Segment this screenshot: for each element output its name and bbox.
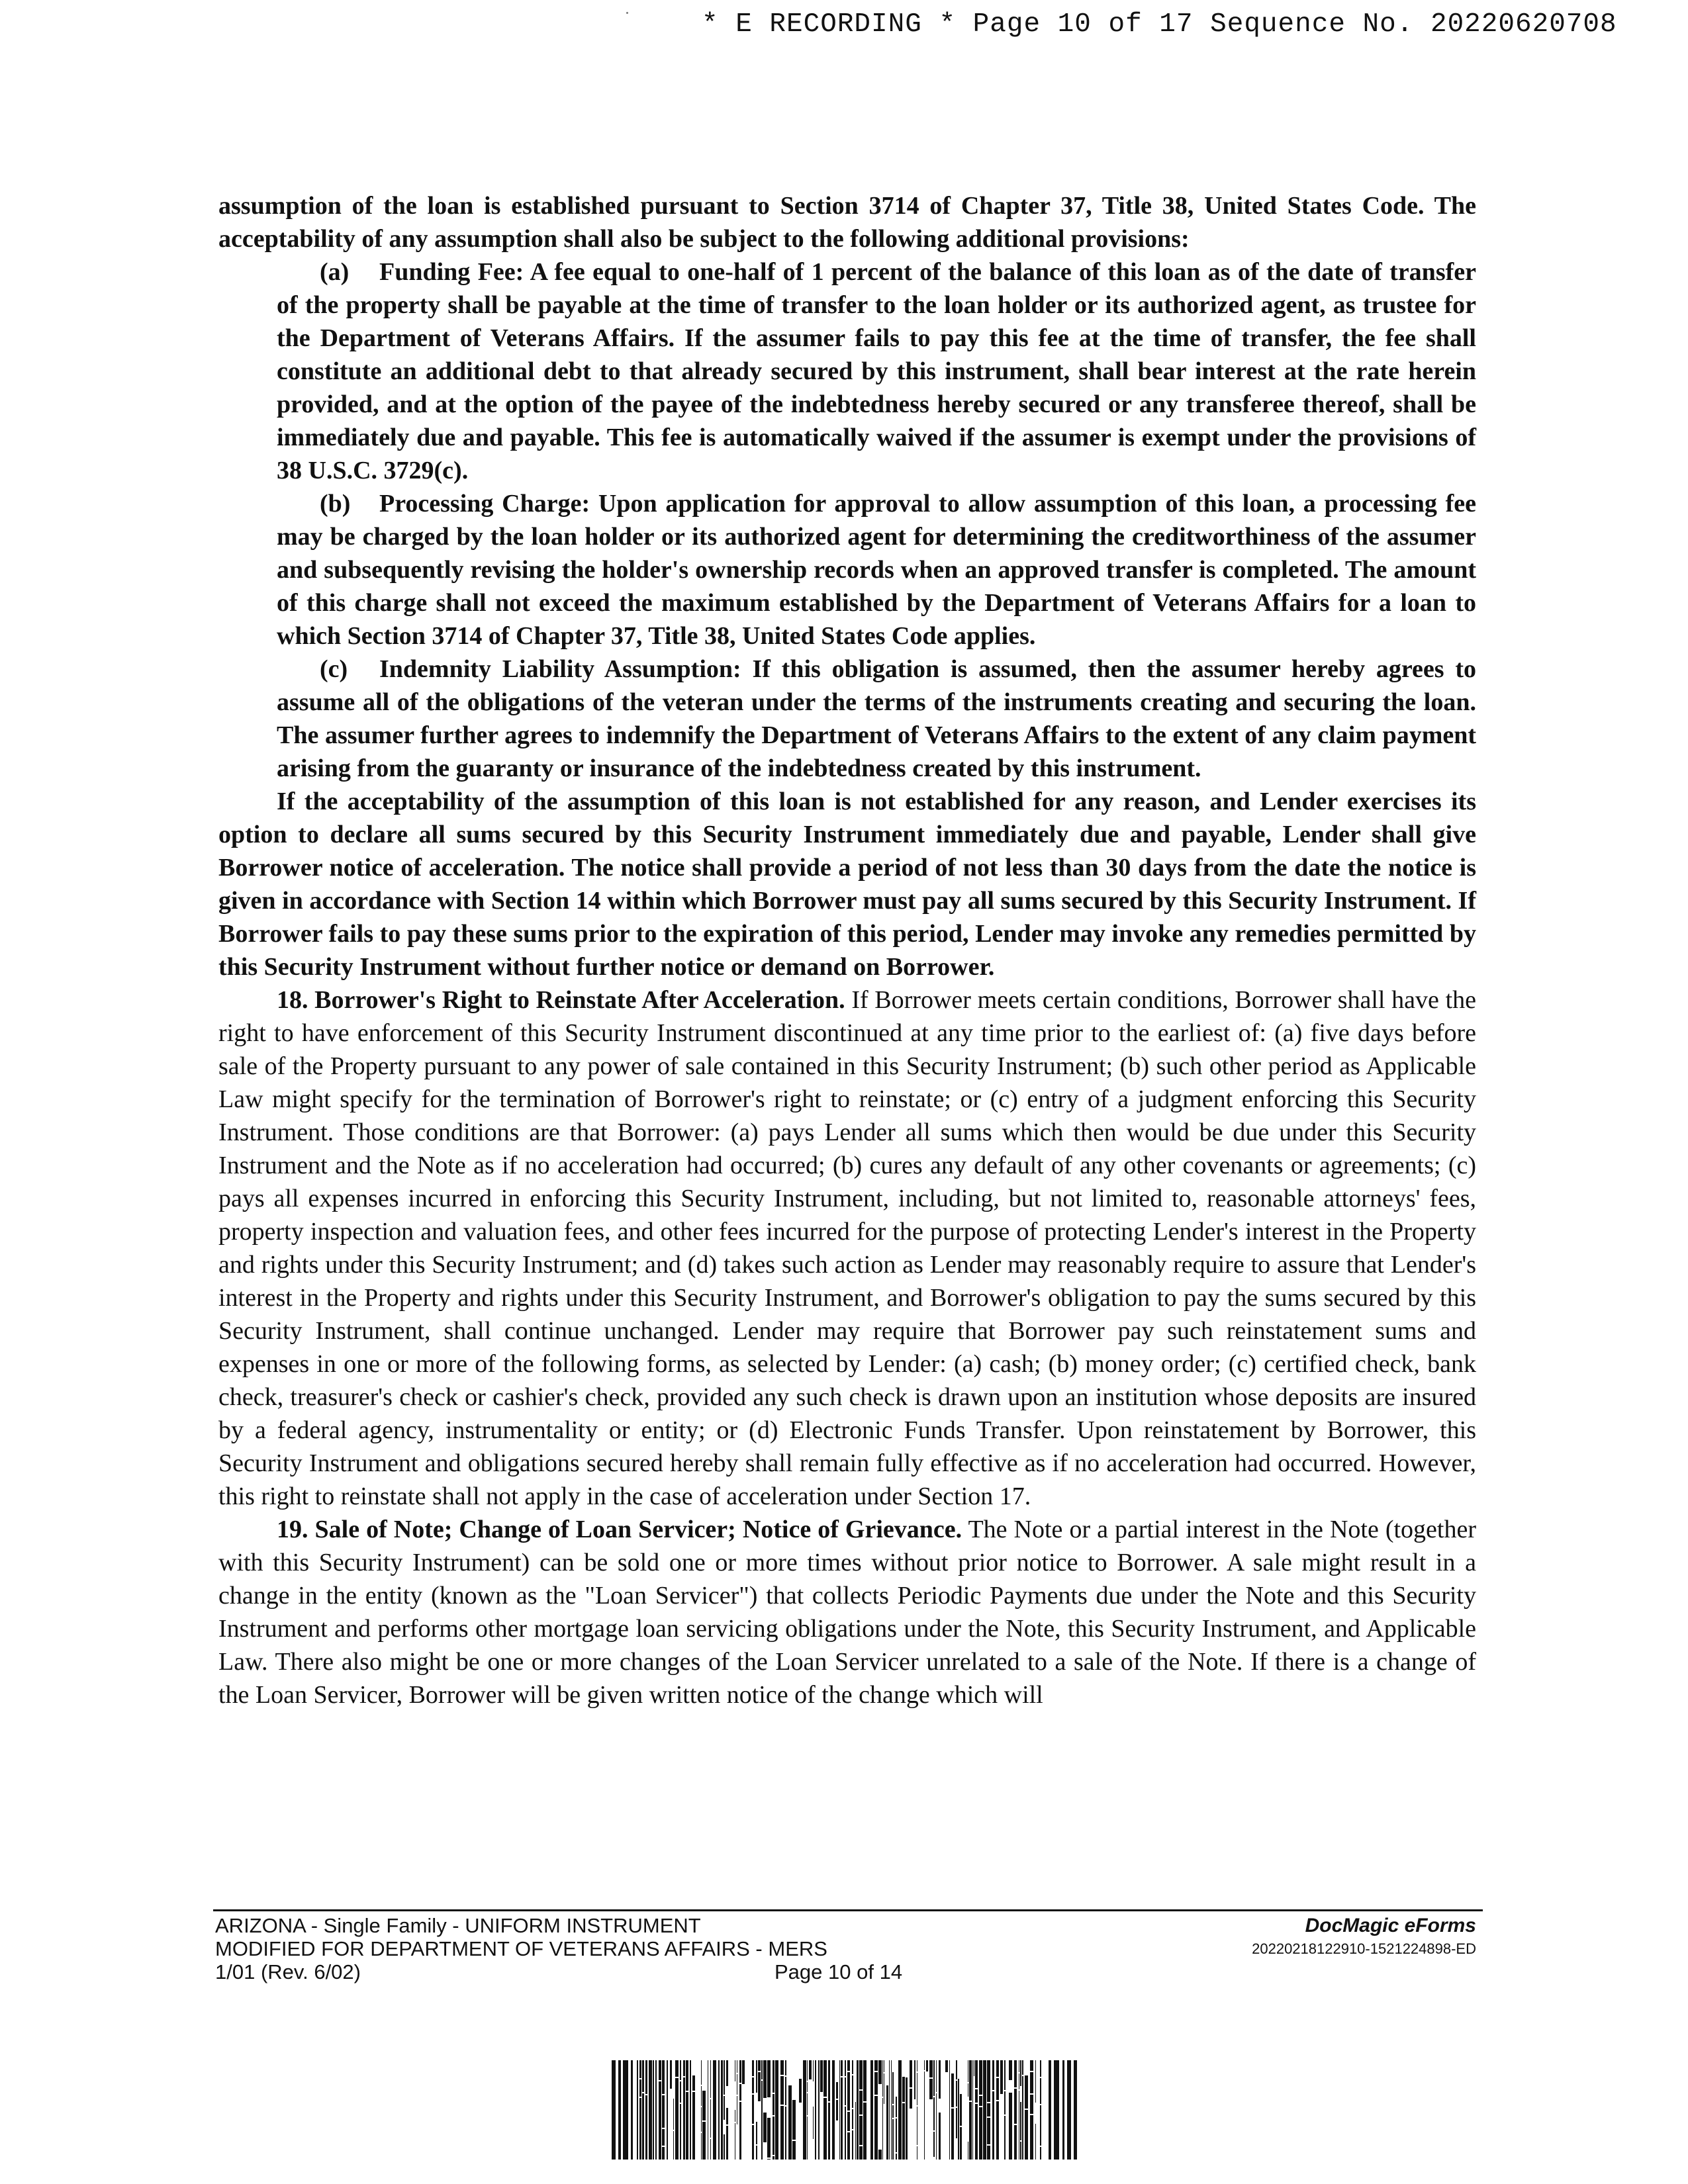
barcode-bar <box>1030 2072 1033 2093</box>
barcode-bar <box>653 2060 654 2160</box>
barcode-bar <box>855 2102 856 2160</box>
barcode-bar <box>785 2077 786 2105</box>
barcode-bar <box>809 2060 812 2079</box>
footer-line-3: 1/01 (Rev. 6/02) <box>215 1960 361 1983</box>
recording-stamp: * E RECORDING * Page 10 of 17 Sequence No. 20220620708 <box>702 9 1617 40</box>
barcode-bar <box>1040 2147 1041 2160</box>
barcode-bar <box>1000 2060 1003 2094</box>
barcode-bar <box>686 2060 688 2091</box>
barcode-bar <box>906 2077 908 2160</box>
barcode-bar <box>845 2060 846 2076</box>
section-18-heading: 18. Borrower's Right to Reinstate After Acceleration. <box>277 986 845 1014</box>
footer-form-info <box>215 1914 943 1983</box>
barcode-bar <box>659 2081 661 2160</box>
document-id: 20220218122910-1521224898-ED <box>1252 1940 1476 1957</box>
barcode-bar <box>992 2091 994 2160</box>
barcode-bar <box>756 2146 757 2160</box>
barcode-bar <box>767 2159 771 2160</box>
barcode-bar <box>773 2060 774 2093</box>
barcode-bar <box>936 2060 937 2092</box>
barcode-bar <box>726 2108 728 2124</box>
barcode-bar <box>878 2060 882 2084</box>
barcode-bar <box>852 2060 853 2074</box>
barcode-bar <box>701 2086 702 2106</box>
barcode-bar <box>815 2060 816 2160</box>
barcode-bar <box>690 2060 691 2160</box>
barcode-bar <box>780 2060 784 2075</box>
barcode-bar <box>852 2130 853 2160</box>
barcode-bar <box>710 2139 711 2160</box>
section-19-text: The Note or a partial interest in the Note (together with this Security Instrument) can be sold one or more times without prior notice to Borrower. A sale might result in a change in the entity (known as the "Loan Servicer") that collects Periodic Payments due under the Note and this Security Instrument and performs other mortgage loan servicing obligations under the Note, this Security Instrument, and Applicable Law. There also might be one or more changes of the Loan Servicer unrelated to a sale of the Note. If there is a change of the Loan Servicer, Borrower will be given written notice of the change which will <box>218 1516 1476 1709</box>
barcode-bar <box>742 2060 745 2084</box>
barcode-bar <box>936 2093 937 2160</box>
barcode-bar <box>969 2102 972 2160</box>
barcode-bar <box>996 2101 999 2160</box>
provision-a-text: Funding Fee: A fee equal to one-half of 1 percent of the balance of this loan as of the date of transfer of the property shall be payable at the time of transfer to the loan holder or its authorized agent, as trustee for the Department of Veterans Affairs. If the assumer fails to pay this fee at the time of transfer, the fee shall constitute an additional debt to that already secured by this instrument, shall bear interest at the rate herein provided, and at the option of the payee of the indebtedness hereby secured or any transferee thereof, shall be immediately due and payable. This fee is automatically waived if the assumer is exempt under the provisions of 38 U.S.C. 3729(c). <box>277 258 1476 484</box>
barcode-bar <box>1014 2125 1017 2160</box>
barcode-bar <box>841 2077 843 2160</box>
barcode-bar <box>758 2072 761 2101</box>
barcode-bar <box>642 2093 644 2160</box>
barcode-bar <box>886 2085 888 2160</box>
barcode-bar <box>896 2154 897 2160</box>
barcode-bar <box>852 2075 853 2108</box>
barcode-bar <box>892 2072 894 2104</box>
barcode-bar <box>803 2060 806 2160</box>
barcode-bar <box>1040 2060 1041 2077</box>
barcode-bar <box>763 2113 767 2142</box>
barcode-bar <box>874 2096 878 2160</box>
barcode-bar <box>1067 2060 1071 2160</box>
barcode-bar <box>898 2060 902 2160</box>
barcode-bar <box>807 2093 808 2115</box>
barcode-bar <box>1035 2060 1036 2103</box>
barcode-bar <box>785 2107 786 2160</box>
barcode-bar <box>878 2150 882 2160</box>
barcode-bar <box>813 2107 814 2139</box>
barcode-bar <box>960 2127 962 2160</box>
barcode-bar <box>683 2077 685 2160</box>
barcode-bar <box>987 2146 990 2160</box>
barcode-bar <box>680 2081 681 2103</box>
footer-brand-block <box>1252 1914 1476 1959</box>
barcode-bar <box>1022 2060 1023 2075</box>
barcode-bar <box>983 2060 986 2160</box>
provision-a-label: (a) <box>320 258 350 286</box>
barcode-bar <box>702 2122 706 2160</box>
barcode-bar <box>1074 2060 1077 2160</box>
barcode-bar <box>1020 2142 1021 2160</box>
barcode-bar <box>767 2118 771 2158</box>
provision-c <box>277 653 1476 785</box>
barcode-bar <box>692 2092 695 2160</box>
intro-paragraph: assumption of the loan is established pursuant to Section 3714 of Chapter 37, Title 38, United States Code. The acceptability of any assumption shall also be subject to the following additional provisions: <box>218 192 1476 253</box>
barcode-bar <box>667 2060 668 2160</box>
barcode-bar <box>724 2060 725 2095</box>
barcode-bar <box>662 2129 665 2146</box>
barcode-bar <box>675 2078 679 2160</box>
barcode-bar <box>780 2076 784 2105</box>
barcode-bar <box>775 2060 778 2160</box>
barcode-bar <box>847 2060 850 2071</box>
barcode-bar <box>891 2060 892 2160</box>
barcode-bar <box>773 2116 774 2155</box>
barcode-bar <box>692 2075 695 2091</box>
barcode-bar <box>1025 2110 1028 2160</box>
barcode-bar <box>1004 2060 1006 2090</box>
footer-line-3-row <box>215 1960 943 1983</box>
barcode-bar <box>924 2071 925 2160</box>
barcode-bar <box>807 2082 808 2092</box>
provision-c-text: Indemnity Liability Assumption: If this obligation is assumed, then the assumer hereby agrees to assume all of the obligations of the veteran under the terms of the instruments creating and securing the loan. The assumer further agrees to indemnify the Department of Veterans Affairs to the extent of any claim payment arising from the guaranty or insurance of the indebtedness created by this instrument. <box>277 655 1476 782</box>
barcode-bar <box>761 2060 763 2079</box>
barcode-bar <box>767 2060 771 2097</box>
barcode-bar <box>670 2060 672 2089</box>
barcode-bar <box>739 2060 741 2083</box>
barcode-bar <box>785 2060 786 2075</box>
barcode-bar <box>758 2060 761 2071</box>
barcode-bar <box>823 2098 827 2160</box>
barcode-bar <box>1004 2091 1006 2115</box>
barcode-bar <box>969 2060 972 2101</box>
barcode-bar <box>1054 2060 1059 2160</box>
barcode-bar <box>701 2133 702 2160</box>
barcode-bar <box>859 2091 863 2115</box>
barcode-bar <box>910 2089 912 2109</box>
barcode-bar <box>1022 2076 1023 2160</box>
barcode-bar <box>756 2060 757 2093</box>
barcode-bar <box>645 2095 647 2160</box>
barcode-bar <box>933 2097 935 2130</box>
barcode <box>612 2060 1078 2160</box>
barcode-bar <box>847 2132 850 2160</box>
barcode-bar <box>929 2079 933 2099</box>
barcode-bar <box>874 2060 878 2071</box>
scan-speck <box>626 12 628 14</box>
barcode-bar <box>763 2060 767 2098</box>
barcode-bar <box>979 2096 982 2106</box>
barcode-bar <box>845 2107 846 2160</box>
barcode-bar <box>788 2085 792 2160</box>
barcode-bar <box>828 2103 830 2160</box>
barcode-bar <box>852 2109 853 2129</box>
barcode-bar <box>1020 2060 1021 2086</box>
barcode-bar <box>713 2060 716 2160</box>
barcode-bar <box>655 2060 657 2160</box>
barcode-bar <box>914 2060 915 2099</box>
barcode-bar <box>739 2084 741 2101</box>
barcode-bar <box>870 2060 873 2160</box>
barcode-bar <box>752 2125 754 2160</box>
barcode-bar <box>649 2060 652 2160</box>
barcode-bar <box>960 2094 962 2126</box>
barcode-bar <box>987 2118 990 2144</box>
barcode-bar <box>807 2116 808 2160</box>
barcode-bar <box>710 2060 711 2098</box>
barcode-bar <box>996 2078 999 2100</box>
barcode-bar <box>839 2060 840 2160</box>
barcode-bar <box>820 2060 823 2092</box>
barcode-bar <box>979 2060 982 2095</box>
barcode-bar <box>902 2077 905 2102</box>
barcode-bar <box>956 2081 957 2107</box>
barcode-bar <box>792 2141 796 2160</box>
barcode-bar <box>642 2060 644 2092</box>
barcode-bar <box>726 2126 728 2160</box>
barcode-bar <box>1030 2115 1033 2160</box>
docmagic-logo: DocMagic eForms <box>1305 1915 1476 1936</box>
barcode-bar <box>726 2060 728 2086</box>
barcode-bar <box>882 2060 883 2097</box>
section-19-heading: 19. Sale of Note; Change of Loan Servicer; Notice of Grievance. <box>277 1516 962 1543</box>
barcode-bar <box>623 2060 628 2160</box>
barcode-bar <box>902 2103 905 2160</box>
barcode-bar <box>659 2060 661 2080</box>
barcode-bar <box>951 2073 954 2107</box>
barcode-bar <box>1040 2078 1041 2104</box>
barcode-bar <box>975 2060 978 2088</box>
barcode-bar <box>792 2100 796 2140</box>
barcode-bar <box>701 2107 702 2132</box>
barcode-bar <box>956 2060 957 2079</box>
barcode-bar <box>945 2060 948 2072</box>
barcode-bar <box>710 2099 711 2138</box>
barcode-bar <box>1004 2116 1006 2160</box>
barcode-bar <box>637 2060 638 2160</box>
barcode-bar <box>1020 2102 1021 2140</box>
barcode-bar <box>1009 2093 1012 2160</box>
barcode-bar <box>933 2132 935 2157</box>
barcode-bar <box>975 2089 978 2103</box>
barcode-bar <box>992 2060 994 2090</box>
barcode-bar <box>896 2118 897 2152</box>
barcode-bar <box>1014 2060 1017 2087</box>
barcode-bar <box>612 2060 616 2160</box>
barcode-bar <box>924 2060 925 2070</box>
barcode-bar <box>618 2060 621 2160</box>
barcode-bar <box>859 2060 863 2089</box>
section-19 <box>218 1513 1476 1711</box>
barcode-bar <box>836 2100 838 2120</box>
barcode-bar <box>756 2122 757 2144</box>
barcode-bar <box>958 2079 959 2160</box>
barcode-bar <box>939 2060 941 2099</box>
barcode-bar <box>874 2072 878 2095</box>
barcode-bar <box>975 2104 978 2160</box>
barcode-bar <box>972 2060 973 2160</box>
barcode-bar <box>896 2097 897 2117</box>
provision-c-label: (c) <box>320 655 348 683</box>
barcode-bar <box>718 2060 720 2160</box>
barcode-bar <box>863 2060 867 2101</box>
barcode-bar <box>996 2060 999 2077</box>
provision-b <box>277 487 1476 653</box>
barcode-bar <box>639 2098 641 2160</box>
barcode-bar <box>752 2095 754 2124</box>
provision-b-label: (b) <box>320 490 351 518</box>
barcode-bar <box>841 2060 843 2076</box>
barcode-bar <box>987 2103 990 2116</box>
barcode-bar <box>639 2060 641 2078</box>
barcode-bar <box>949 2060 950 2160</box>
barcode-bar <box>892 2119 894 2160</box>
barcode-bar <box>979 2107 982 2160</box>
barcode-bar <box>675 2060 679 2077</box>
barcode-bar <box>631 2060 633 2160</box>
barcode-bar <box>1062 2060 1064 2160</box>
barcode-bar <box>773 2094 774 2115</box>
barcode-bar <box>639 2079 641 2097</box>
barcode-bar <box>1035 2124 1036 2160</box>
barcode-bar <box>926 2060 928 2071</box>
barcode-bar <box>933 2060 935 2096</box>
footer-line-2: MODIFIED FOR DEPARTMENT OF VETERANS AFFAIRS - MERS <box>215 1937 827 1960</box>
barcode-bar <box>673 2099 674 2130</box>
barcode-bar <box>956 2108 957 2138</box>
barcode-bar <box>807 2060 808 2081</box>
barcode-bar <box>701 2060 702 2085</box>
barcode-bar <box>739 2102 741 2160</box>
section-18-text: If Borrower meets certain conditions, Borrower shall have the right to have enforcement of this Security Instrument discontinued at any time prior to the earliest of: (a) five days before sale of the Property pursuant to any power of sale contained in this Security Instrument; (b) such other period as Applicable Law might specify for the termination of Borrower's right to reinstate; or (c) entry of a judgment enforcing this Security Instrument. Those conditions are that Borrower: (a) pays Lender all sums which then would be due under this Security Instrument and the Note as if no acceleration had occurred; (b) cures any default of any other covenants or agreements; (c) pays all expenses incurred in enforcing this Security Instrument, including, but not limited to, reasonable attorneys' fees, property inspection and valuation fees, and other fees incurred for the purpose of protecting Lender's interest in the Property and rights under this Security Instrument; and (d) takes such action as Lender may reasonably require to assure that Lender's interest in the Property and rights under this Security Instrument, and Borrower's obligation to pay the sums secured by this Security Instrument, shall continue unchanged. Lender may require that Borrower pay such reinstatement sums and expenses in one or more of the following forms, as selected by Lender: (a) cash; (b) money order; (c) certified check, bank check, treasurer's check or cashier's check, provided any such check is drawn upon an institution whose deposits are insured by a federal agency, instrumentality or entity; or (d) Electronic Funds Transfer. Upon reinstatement by Borrower, this Security Instrument and obligations secured hereby shall remain fully effective as if no acceleration had occurred. However, this right to reinstate shall not apply in the case of acceleration under Section 17. <box>218 986 1476 1510</box>
barcode-bar <box>662 2147 665 2160</box>
footer-line-1: ARIZONA - Single Family - UNIFORM INSTRUMENT <box>215 1914 701 1937</box>
barcode-bar <box>863 2103 867 2160</box>
provision-b-text: Processing Charge: Upon application for approval to allow assumption of this loan, a processing fee may be charged by the loan holder or its authorized agent for determining the creditworthiness of the assumer and subsequently revising the holder's ownership records when an approved transfer is completed. The amount of this charge shall not exceed the maximum established by the Department of Veterans Affairs for a loan to which Section 3714 of Chapter 37, Title 38, United States Code applies. <box>277 490 1476 650</box>
barcode-bar <box>752 2060 754 2076</box>
barcode-bar <box>673 2131 674 2160</box>
barcode-bar <box>859 2116 863 2145</box>
barcode-bar <box>818 2060 820 2160</box>
barcode-bar <box>1049 2060 1051 2160</box>
barcode-bar <box>645 2060 647 2094</box>
barcode-bar <box>847 2112 850 2131</box>
barcode-bar <box>929 2060 933 2077</box>
barcode-bar <box>724 2134 725 2160</box>
barcode-bar <box>910 2060 912 2087</box>
barcode-bar <box>813 2060 814 2081</box>
barcode-bar <box>686 2092 688 2160</box>
barcode-bar <box>823 2060 827 2097</box>
barcode-bar <box>836 2082 838 2099</box>
barcode-bar <box>799 2079 802 2103</box>
barcode-bar <box>1009 2060 1012 2080</box>
barcode-bar <box>951 2109 954 2160</box>
barcode-bar <box>857 2060 859 2160</box>
barcode-bar <box>1030 2095 1033 2114</box>
barcode-bar <box>662 2060 665 2094</box>
barcode-bar <box>680 2104 681 2160</box>
barcode-bar <box>683 2060 685 2076</box>
barcode-bar <box>761 2081 763 2160</box>
barcode-bar <box>1030 2060 1033 2071</box>
barcode-bar <box>882 2098 883 2160</box>
barcode-bar <box>892 2105 894 2118</box>
barcode-bar <box>662 2095 665 2128</box>
barcode-bar <box>889 2060 890 2160</box>
provision-a <box>277 255 1476 487</box>
document-body <box>218 189 1476 1711</box>
barcode-bar <box>859 2146 863 2160</box>
barcode-bar <box>724 2096 725 2120</box>
barcode-bar <box>752 2077 754 2093</box>
acceleration-paragraph: If the acceptability of the assumption of this loan is not established for any reason, and Lender exercises its option to declare all sums secured by this Security Instrument immediately due and payable, Lender shall give Borrower notice of acceleration. The notice shall provide a period of not less than 30 days from the date the notice is given in accordance with Section 14 within which Borrower must pay all sums secured by this Security Instrument. If Borrower fails to pay these sums prior to the expiration of this period, Lender may invoke any remedies permitted by this Security Instrument without further notice or demand on Borrower. <box>218 788 1476 981</box>
barcode-bar <box>847 2072 850 2111</box>
barcode-bar <box>1040 2105 1041 2146</box>
barcode-bar <box>828 2060 830 2101</box>
barcode-bar <box>987 2060 990 2102</box>
barcode-bar <box>780 2106 784 2160</box>
barcode-bar <box>1014 2089 1017 2124</box>
barcode-bar <box>832 2060 835 2160</box>
barcode-bar <box>702 2091 706 2120</box>
barcode-bar <box>939 2113 941 2160</box>
barcode-bar <box>773 2156 774 2160</box>
barcode-bar <box>845 2077 846 2105</box>
section-18 <box>218 983 1476 1513</box>
footer-page-number: Page 10 of 14 <box>774 1960 903 1983</box>
barcode-bar <box>1025 2075 1028 2109</box>
footer-divider <box>213 1909 1483 1911</box>
barcode-bar <box>721 2060 723 2160</box>
barcode-bar <box>680 2060 681 2080</box>
